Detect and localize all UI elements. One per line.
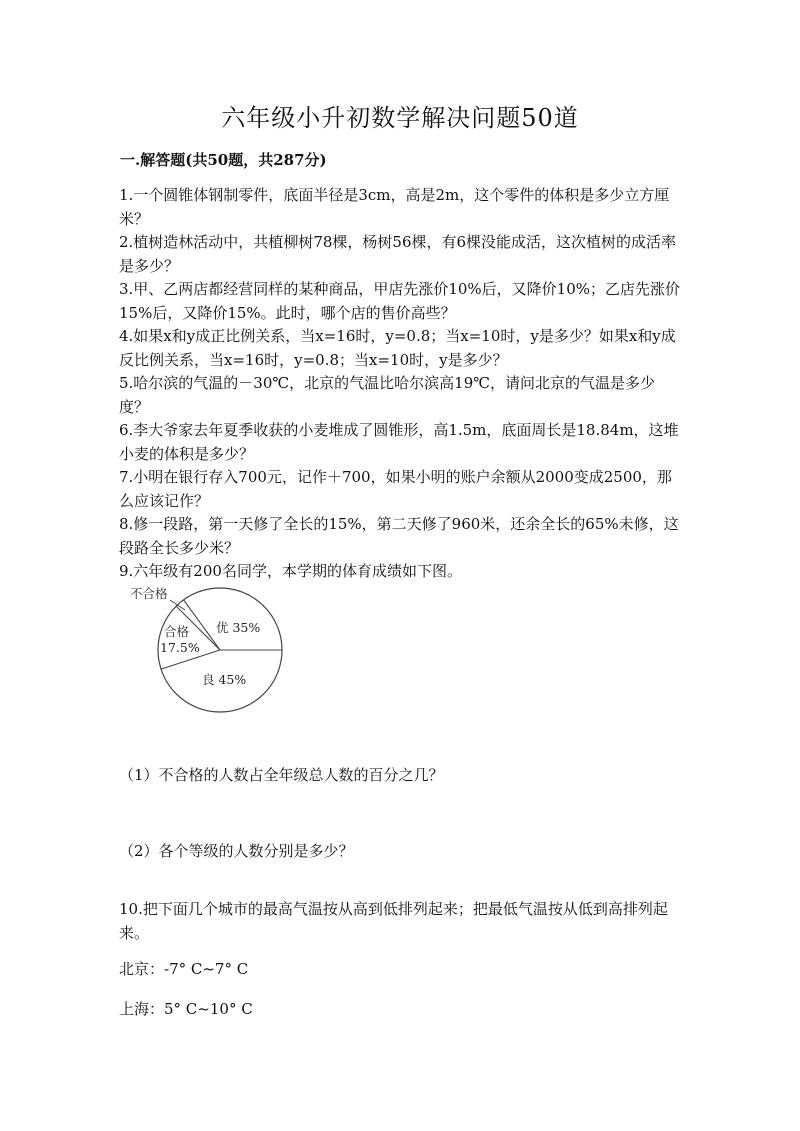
section-heading: 一.解答题(共50题，共287分) — [120, 151, 327, 169]
question-list — [119, 184, 685, 584]
sub-question-2: （2）各个等级的人数分别是多少？ — [119, 842, 354, 860]
sub-question-1: （1）不合格的人数占全年级总人数的百分之几？ — [119, 766, 444, 784]
question-7: 7.小明在银行存入700元，记作＋700，如果小明的账户余额从2000变成2500，那么应该记作？ — [119, 468, 672, 510]
slice-label-leader-unqualified — [170, 600, 185, 610]
question-4: 4.如果x和y成正比例关系，当x=16时，y=0.8；当x=10时，y是多少？如果x和y成反比例关系，当x=16时，y=0.8；当x=10时，y是多少？ — [119, 327, 676, 369]
pie-chart — [118, 572, 298, 722]
question-2: 2.植树造林活动中，共植柳树78棵，杨树56棵，有6棵没能成活，这次植树的成活率是多少？ — [119, 233, 677, 275]
slice-label-good: 良 45% — [202, 672, 247, 687]
slice-label-unqualified: 不合格 — [130, 586, 168, 601]
slice-label-pass-name: 合格 — [164, 624, 190, 639]
question-9: 9.六年级有200名同学，本学期的体育成绩如下图。 — [119, 562, 462, 580]
question-8: 8.修一段路，第一天修了全长的15%，第二天修了960米，还余全长的65%未修，这段路全长多少米？ — [119, 515, 679, 557]
slice-label-excellent: 优 35% — [216, 620, 261, 635]
question-1: 1.一个圆锥体钢制零件，底面半径是3cm，高是2m，这个零件的体积是多少立方厘米？ — [119, 186, 670, 228]
question-10: 10.把下面几个城市的最高气温按从高到低排列起来；把最低气温按从低到高排列起来。 — [119, 900, 668, 942]
question-6: 6.李大爷家去年夏季收获的小麦堆成了圆锥形，高1.5m，底面周长是18.84m，这堆小麦的体积是多少？ — [119, 421, 679, 463]
city-beijing: 北京：-7° C~7° C — [119, 960, 249, 978]
page-title: 六年级小升初数学解决问题50道 — [221, 104, 579, 132]
slice-label-pass-value: 17.5% — [160, 640, 200, 655]
question-5: 5.哈尔滨的气温的－30℃，北京的气温比哈尔滨高19℃，请问北京的气温是多少度？ — [119, 374, 656, 416]
question-3: 3.甲、乙两店都经营同样的某种商品，甲店先涨价10%后，又降价10%；乙店先涨价15%后，又降价15%。此时，哪个店的售价高些？ — [119, 280, 680, 322]
city-shanghai: 上海：5° C~10° C — [119, 1000, 253, 1018]
